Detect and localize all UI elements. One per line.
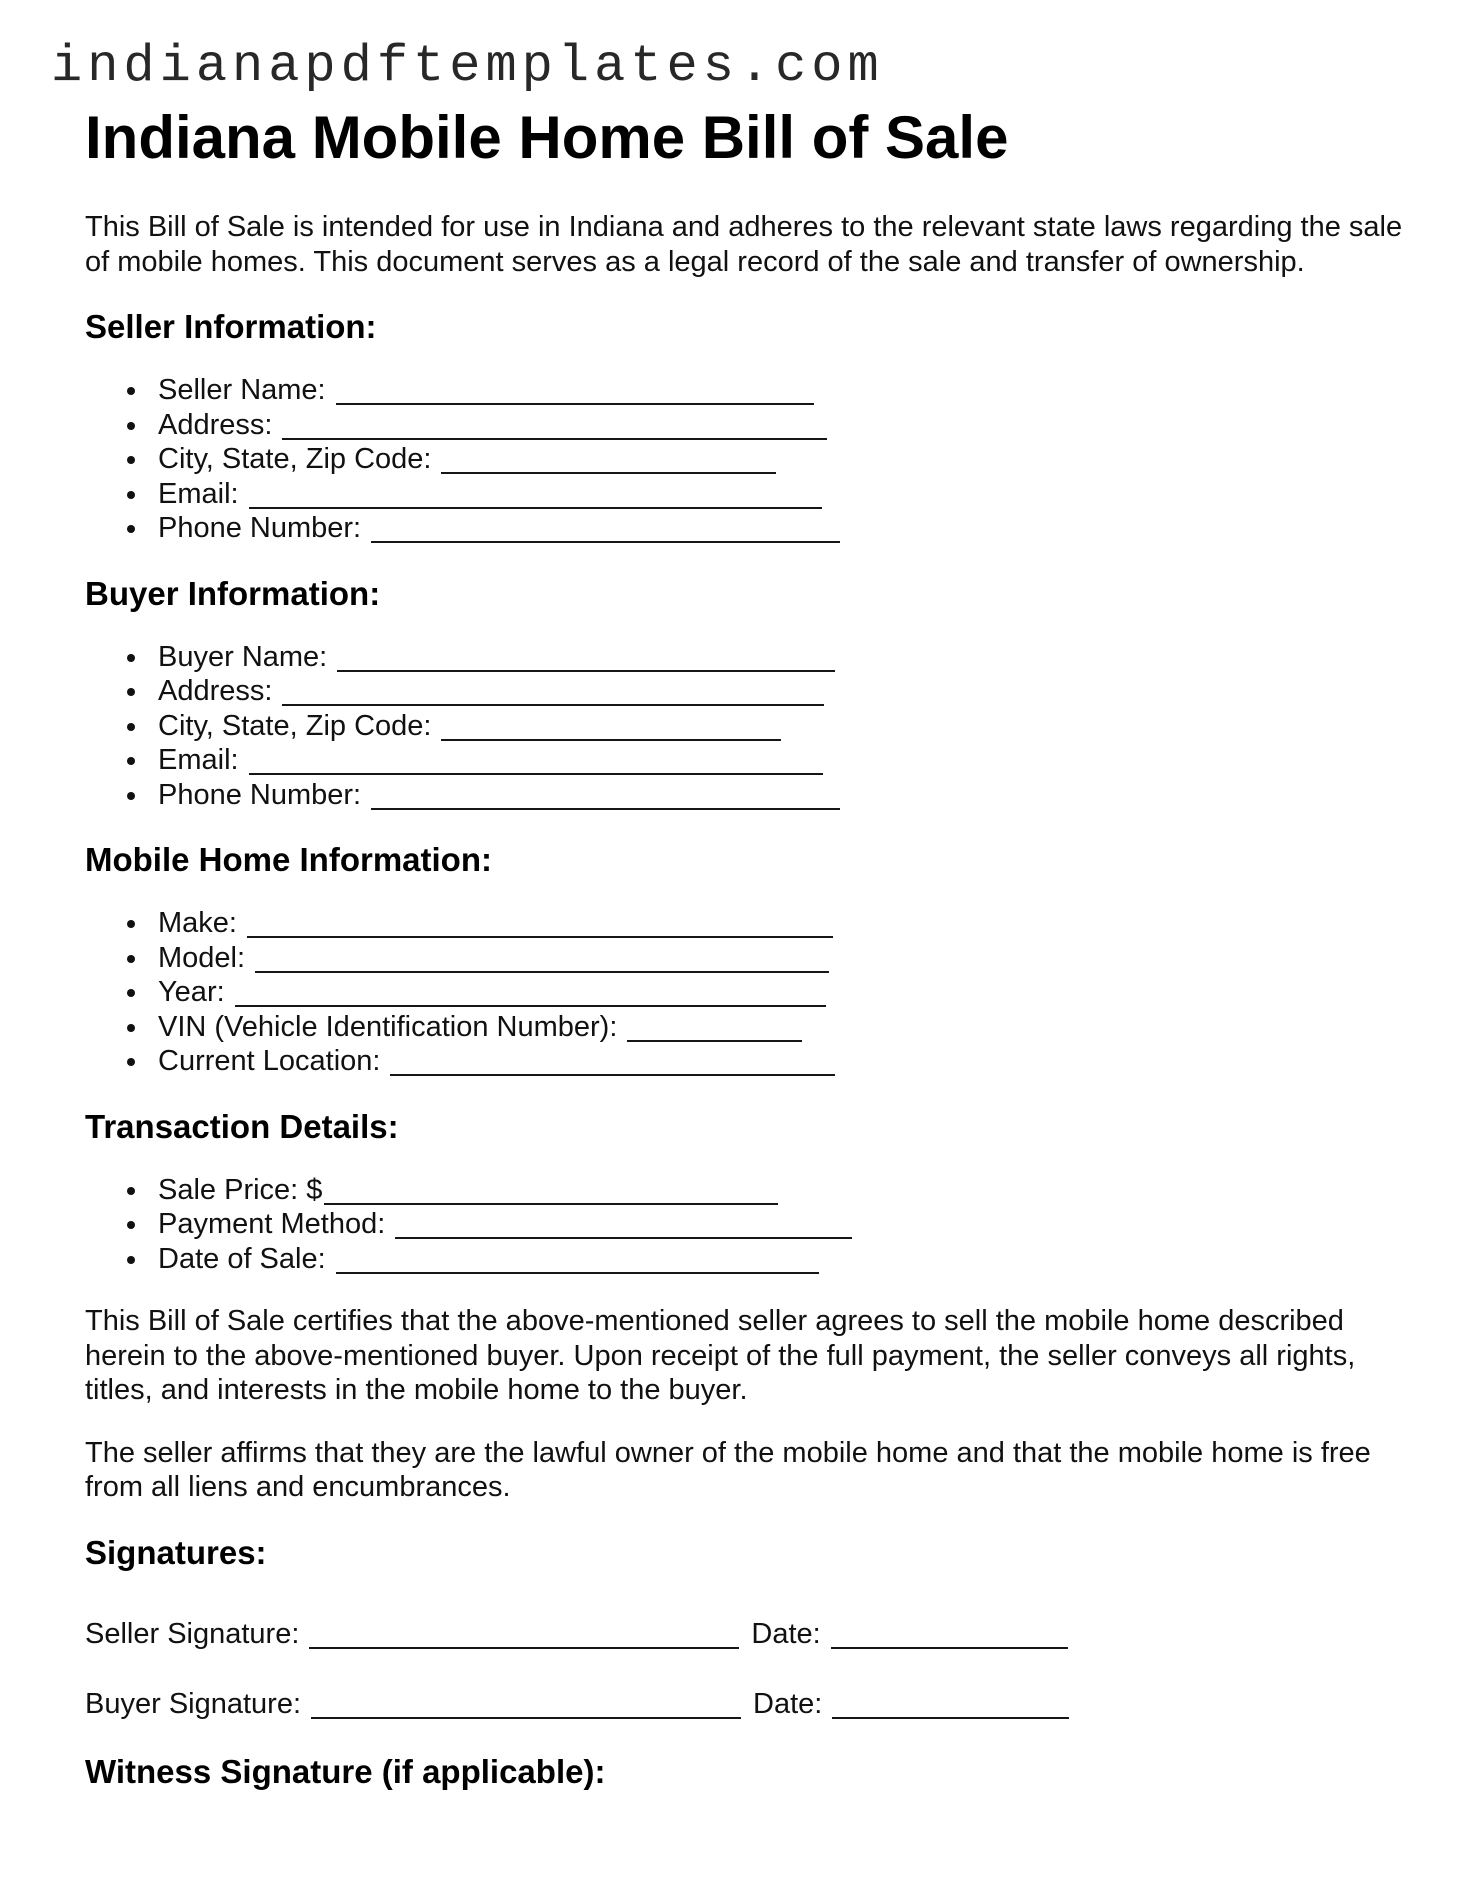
form-field-item bbox=[85, 975, 1420, 1010]
section-heading-signatures: Signatures: bbox=[85, 1533, 267, 1571]
blank-line[interactable] bbox=[390, 1066, 835, 1076]
document-body bbox=[51, 36, 1420, 1792]
field-label: Payment Method: bbox=[158, 1208, 386, 1240]
signature-row bbox=[85, 1687, 1420, 1722]
blank-line[interactable] bbox=[336, 1264, 819, 1274]
blank-line[interactable] bbox=[395, 1229, 852, 1239]
blank-line[interactable] bbox=[441, 731, 781, 741]
form-field-item bbox=[85, 941, 1420, 976]
affirmation-clause: The seller affirms that they are the lawful owner of the mobile home and that the mobile home is free from all liens and encumbrances. bbox=[85, 1436, 1371, 1503]
transaction-fields-list bbox=[85, 1173, 1420, 1277]
blank-line[interactable] bbox=[235, 997, 826, 1007]
blank-line[interactable] bbox=[371, 800, 840, 810]
form-field-item bbox=[85, 640, 1420, 675]
blank-line[interactable] bbox=[371, 533, 840, 543]
field-label: Make: bbox=[158, 907, 237, 939]
signature-blank-line[interactable] bbox=[311, 1709, 741, 1719]
field-label: Address: bbox=[158, 675, 273, 707]
date-blank-line[interactable] bbox=[832, 1709, 1069, 1719]
field-label: Model: bbox=[158, 941, 246, 974]
date-label: Date: bbox=[753, 1688, 823, 1720]
form-field-item bbox=[85, 408, 1420, 443]
signature-label: Buyer Signature: bbox=[85, 1688, 302, 1720]
blank-line[interactable] bbox=[249, 499, 822, 509]
blank-line[interactable] bbox=[249, 765, 823, 775]
form-field-item bbox=[85, 442, 1420, 477]
field-label: Buyer Name: bbox=[158, 640, 328, 673]
date-label: Date: bbox=[751, 1617, 821, 1650]
field-label: Phone Number: bbox=[158, 778, 362, 811]
field-label: Email: bbox=[158, 744, 239, 776]
form-field-item bbox=[85, 1010, 1420, 1045]
form-field-item bbox=[85, 477, 1420, 512]
field-label: Seller Name: bbox=[158, 374, 326, 406]
section-heading-seller-information: Seller Information: bbox=[85, 308, 377, 345]
field-label: Date of Sale: bbox=[158, 1242, 326, 1275]
form-field-item bbox=[85, 1173, 1420, 1208]
field-label: Year: bbox=[158, 976, 225, 1008]
form-field-item bbox=[85, 743, 1420, 778]
form-field-item bbox=[85, 511, 1420, 546]
field-label: Sale Price: $ bbox=[158, 1173, 323, 1206]
document-title: Indiana Mobile Home Bill of Sale bbox=[85, 104, 1009, 171]
form-field-item bbox=[85, 1242, 1420, 1277]
seller-fields-list bbox=[85, 373, 1420, 546]
form-field-item bbox=[85, 674, 1420, 709]
section-heading-transaction-details: Transaction Details: bbox=[85, 1107, 399, 1145]
blank-line[interactable] bbox=[337, 662, 835, 672]
field-label: Address: bbox=[158, 408, 273, 441]
field-label: Current Location: bbox=[158, 1045, 381, 1077]
blank-line[interactable] bbox=[255, 963, 829, 973]
form-field-item bbox=[85, 373, 1420, 408]
blank-line[interactable] bbox=[441, 464, 776, 474]
certification-clause: This Bill of Sale certifies that the above-mentioned seller agrees to sell the mobile home described herein to the above-mentioned buyer. Upon receipt of the full payment, the seller conveys all rights, titles, and interests in the mobile home to the buyer. bbox=[85, 1305, 1356, 1406]
date-blank-line[interactable] bbox=[831, 1639, 1068, 1649]
blank-line[interactable] bbox=[247, 928, 833, 938]
signature-label: Seller Signature: bbox=[85, 1617, 300, 1650]
signature-rows bbox=[85, 1617, 1420, 1722]
mobile-home-fields-list bbox=[85, 906, 1420, 1079]
section-heading-witness-signature: Witness Signature (if applicable): bbox=[85, 1752, 606, 1790]
form-field-item bbox=[85, 709, 1420, 744]
intro-paragraph: This Bill of Sale is intended for use in Indiana and adheres to the relevant state laws regarding the sale of mobile homes. This document serves as a legal record of the sale and transfer of ownership. bbox=[85, 211, 1403, 278]
field-label: Email: bbox=[158, 477, 239, 510]
signature-row bbox=[85, 1617, 1420, 1652]
form-field-item bbox=[85, 778, 1420, 813]
blank-line[interactable] bbox=[282, 696, 824, 706]
blank-line[interactable] bbox=[324, 1195, 778, 1205]
section-heading-mobile-home-information: Mobile Home Information: bbox=[85, 841, 492, 878]
field-label: VIN (Vehicle Identification Number): bbox=[158, 1010, 618, 1043]
website-url: indianapdftemplates.com bbox=[51, 37, 884, 96]
form-field-item bbox=[85, 1044, 1420, 1079]
signature-blank-line[interactable] bbox=[309, 1639, 739, 1649]
form-field-item bbox=[85, 1207, 1420, 1242]
field-label: City, State, Zip Code: bbox=[158, 443, 432, 475]
blank-line[interactable] bbox=[336, 395, 814, 405]
blank-line[interactable] bbox=[627, 1032, 802, 1042]
field-label: City, State, Zip Code: bbox=[158, 709, 432, 742]
blank-line[interactable] bbox=[282, 430, 827, 440]
buyer-fields-list bbox=[85, 640, 1420, 813]
form-field-item bbox=[85, 906, 1420, 941]
section-heading-buyer-information: Buyer Information: bbox=[85, 574, 381, 612]
field-label: Phone Number: bbox=[158, 512, 362, 544]
